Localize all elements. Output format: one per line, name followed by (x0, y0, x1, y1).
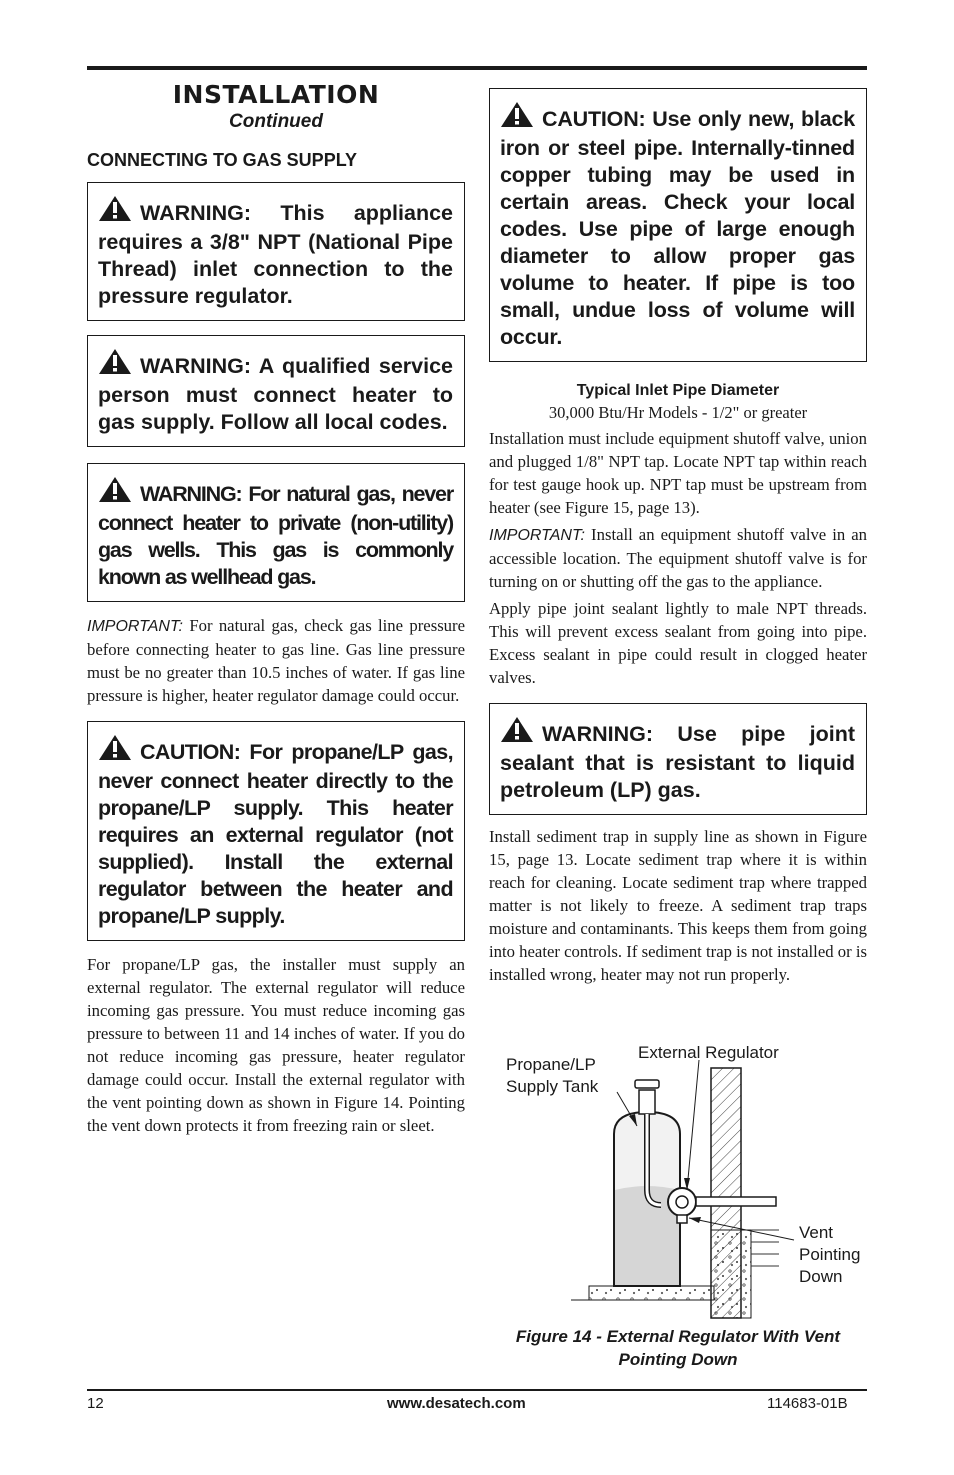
warning-triangle-icon (500, 716, 534, 750)
footer-url[interactable]: www.desatech.com (387, 1395, 526, 1412)
section-title: INSTALLATION (172, 80, 380, 109)
warning-box-npt (87, 182, 465, 321)
subsection-heading: CONNECTING TO GAS SUPPLY (87, 150, 358, 170)
important-label: IMPORTANT: (87, 618, 183, 635)
page-number: 12 (87, 1395, 104, 1412)
label-vent-line1: Vent (799, 1223, 834, 1242)
warning-triangle-icon (98, 476, 132, 510)
important-natural-gas (87, 614, 465, 707)
section-continued: Continued (229, 111, 323, 132)
footer-rule (87, 1389, 867, 1391)
caution-box-pipe (489, 88, 867, 362)
label-vent-line2: Pointing (799, 1245, 861, 1264)
label-tank-line2: Supply Tank (506, 1077, 599, 1096)
paragraph-sealant: Apply pipe joint sealant lightly to male NPT threads. This will prevent excess sealant from going into pipe. Excess sealant in pipe could result in clogged heater valves. (489, 599, 867, 687)
paragraph-sediment-trap: Install sediment trap in supply line as shown in Figure 15, page 13. Locate sediment trap where it is within reach for cleaning. Locate sediment trap where trapped matter is not likely to freeze. A sediment trap traps moisture and contaminants. This keeps them from going into heater controls. If sediment trap is not installed or is installed wrong, heater may not run properly. (489, 827, 867, 984)
external-regulator (668, 1188, 696, 1216)
caution-pipe-text: CAUTION: Use only new, black iron or steel pipe. Internally-tinned copper tubing may be used in certain areas. Check your local codes. Use pipe of large enough diameter to allow proper gas volume to heater. If pipe is too small, undue loss of volume will occur. (500, 107, 855, 349)
label-external-regulator: External Regulator (638, 1043, 779, 1062)
important-shutoff-text: Install an equipment shutoff valve in an accessible location. The equipment shutoff valve is for turning on or shutting off the gas to the appliance. (489, 525, 868, 591)
figure-caption (489, 1325, 867, 1371)
important-label: IMPORTANT: (489, 527, 585, 544)
caution-box-propane (87, 721, 465, 941)
paragraph-installation: Installation must include equipment shutoff valve, union and plugged 1/8" NPT tap. Locate NPT tap within reach for test gauge hook up. NPT tap must be upstream from heater (see Figure 15, page 13). (489, 429, 867, 517)
warning-triangle-icon (98, 348, 132, 382)
warning-box-qualified (87, 335, 465, 447)
document-number: 114683-01B (767, 1395, 848, 1412)
right-column (489, 88, 867, 986)
figure-14-illustration (489, 1030, 879, 1330)
warning-sealant-text: WARNING: Use pipe joint sealant that is resistant to liquid petroleum (LP) gas. (500, 722, 855, 802)
warning-wells-text: WARNING: For natural gas, never connect heater to private (non-utility) gas wells. This gas is commonly known as wellhead gas. (98, 482, 453, 589)
important-shutoff (489, 523, 867, 593)
warning-triangle-icon (98, 195, 132, 229)
important-natural-gas-text: For natural gas, check gas line pressure before connecting heater to gas line. Gas line pressure must be no greater than 10.5 inches of water. If gas line pressure is higher, heater regulator damage could occur. (87, 616, 465, 705)
warning-npt-text: WARNING: This appliance requires a 3/8" NPT (National Pipe Thread) inlet connection to the pressure regulator. (98, 201, 453, 308)
paragraph-propane-regulator: For propane/LP gas, the installer must supply an external regulator. The external regulator will reduce incoming gas pressure. You must reduce incoming gas pressure to between 11 and 14 inches of water. If you do not reduce incoming gas pressure, heater regulator damage could occur. Install the external regulator with the vent pointing down as shown in Figure 14. Pointing the vent down protects it from freezing rain or sleet. (87, 955, 465, 1135)
label-vent-line3: Down (799, 1267, 843, 1286)
top-rule (87, 66, 867, 70)
warning-triangle-icon (500, 101, 534, 135)
foundation-gravel (711, 1230, 751, 1318)
figure-caption-line2: Pointing Down (618, 1350, 738, 1369)
warning-box-sealant (489, 703, 867, 815)
warning-box-wells (87, 463, 465, 602)
caution-propane-text: CAUTION: For propane/LP gas, never connect heater directly to the propane/LP supply. This heater requires an external regulator (not supplied). Install the external regulator between the heater and propane/LP supply. (98, 740, 453, 928)
warning-triangle-icon (98, 734, 132, 768)
table-title: Typical Inlet Pipe Diameter (576, 382, 780, 399)
ground-slab (589, 1286, 714, 1300)
label-tank-line1: Propane/LP (506, 1055, 596, 1074)
warning-qualified-text: WARNING: A qualified service person must connect heater to gas supply. Follow all local codes. (98, 354, 453, 434)
table-row: 30,000 Btu/Hr Models - 1/2" or greater (548, 403, 808, 422)
left-column (87, 80, 465, 1137)
figure-caption-line1: Figure 14 - External Regulator With Vent (515, 1327, 841, 1346)
